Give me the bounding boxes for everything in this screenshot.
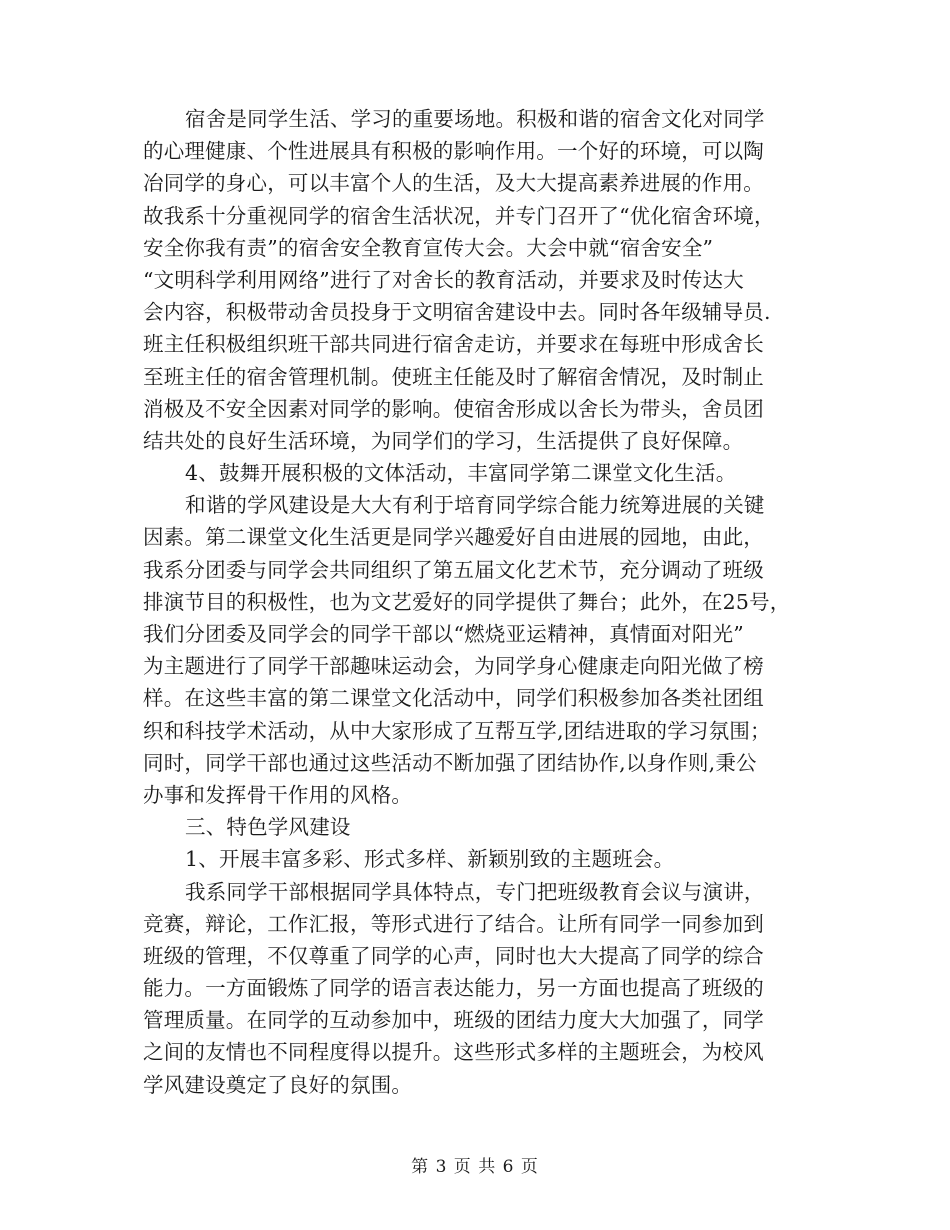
paragraph-line: 能力。一方面锻炼了同学的语言表达能力，另一方面也提高了班级的: [143, 976, 764, 1001]
subsection-heading: 1、开展丰富多彩、形式多样、新颖别致的主题班会。: [185, 847, 675, 872]
paragraph-line: 故我系十分重视同学的宿舍生活状况，并专门召开了“优化宿舍环境，: [143, 203, 775, 228]
paragraph-line: 之间的友情也不同程度得以提升。这些形式多样的主题班会，为校风: [143, 1040, 764, 1065]
paragraph-line: 至班主任的宿舍管理机制。使班主任能及时了解宿舍情况，及时制止: [143, 364, 764, 389]
section-heading: 4、鼓舞开展积极的文体活动，丰富同学第二课堂文化生活。: [185, 461, 737, 486]
page-number: 第 3 页 共 6 页: [411, 1157, 539, 1177]
paragraph-line: “文明科学利用网络”进行了对舍长的教育活动，并要求及时传达大: [143, 267, 744, 292]
body-text: [143, 103, 808, 1101]
paragraph-line: 我系分团委与同学会共同组织了第五届文化艺术节，充分调动了班级: [143, 557, 764, 582]
paragraph-line: 管理质量。在同学的互动参加中，班级的团结力度大大加强了，同学: [143, 1008, 764, 1033]
paragraph-line: 的心理健康、个性进展具有积极的影响作用。一个好的环境，可以陶: [143, 139, 764, 164]
paragraph-line: 织和科技学术活动，从中大家形成了互帮互学,团结进取的学习氛围；: [143, 718, 771, 743]
paragraph-line: 冶同学的身心，可以丰富个人的生活，及大大提高素养进展的作用。: [143, 171, 764, 196]
paragraph-line: 安全你我有责”的宿舍安全教育宣传大会。大会中就“宿舍安全”: [143, 235, 714, 260]
paragraph-line: 我们分团委及同学会的同学干部以“燃烧亚运精神，真情面对阳光”: [143, 622, 744, 646]
paragraph-line: 会内容，积极带动舍员投身于文明宿舍建设中去。同时各年级辅导员.: [143, 300, 771, 325]
paragraph-line: 因素。第二课堂文化生活更是同学兴趣爱好自由进展的园地，由此，: [143, 525, 764, 550]
section-heading: 三、特色学风建设: [185, 815, 351, 840]
paragraph-line: 班级的管理，不仅尊重了同学的心声，同时也大大提高了同学的综合: [143, 943, 764, 968]
paragraph-line: 办事和发挥骨干作用的风格。: [143, 782, 413, 807]
paragraph-line: 消极及不安全因素对同学的影响。使宿舍形成以舍长为带头，舍员团: [143, 396, 764, 421]
paragraph-line: 样。在这些丰富的第二课堂文化活动中，同学们积极参加各类社团组: [143, 686, 764, 711]
paragraph-line: 排演节目的积极性，也为文艺爱好的同学提供了舞台；此外，在25号，: [143, 589, 791, 614]
paragraph-line: 同时，同学干部也通过这些活动不断加强了团结协作,以身作则,秉公: [143, 750, 757, 775]
paragraph-line: 学风建设奠定了良好的氛围。: [143, 1072, 413, 1097]
paragraph-line: 竞赛，辩论，工作汇报，等形式进行了结合。让所有同学一同参加到: [143, 911, 764, 936]
paragraph-line: 为主题进行了同学干部趣味运动会，为同学身心健康走向阳光做了榜: [143, 654, 764, 679]
paragraph-line: 宿舍是同学生活、学习的重要场地。积极和谐的宿舍文化对同学: [185, 107, 765, 131]
paragraph-line: 和谐的学风建设是大大有利于培育同学综合能力统筹进展的关键: [185, 493, 765, 518]
paragraph-line: 结共处的良好生活环境，为同学们的学习，生活提供了良好保障。: [143, 428, 744, 453]
paragraph-line: 我系同学干部根据同学具体特点，专门把班级教育会议与演讲，: [185, 879, 765, 904]
paragraph-line: 班主任积极组织班干部共同进行宿舍走访，并要求在每班中形成舍长: [143, 332, 764, 357]
